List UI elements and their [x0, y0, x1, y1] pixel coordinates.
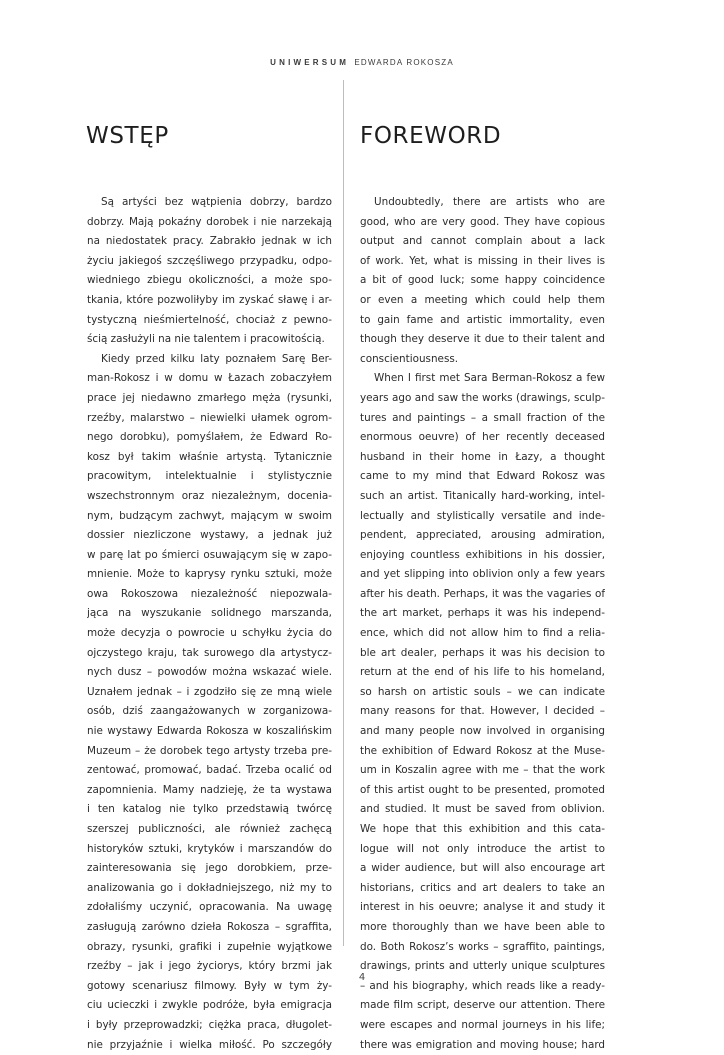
text-line: more thoroughly than we have been able to [360, 920, 605, 933]
text-line: conscientiousness. [360, 352, 459, 365]
text-line: zapomnienia. Mamy nadzieję, że ta wystawa [87, 783, 332, 796]
text-line: mnienie. Może to kaprysy rynku sztuki, może [87, 568, 332, 581]
text-line: prace jej niedawno zmarłego męża (rysunki, [87, 391, 332, 404]
text-line: wiedniego zbiegu okoliczności, a może spo- [87, 274, 332, 287]
text-line: the art market, perhaps it was his independ- [360, 607, 605, 620]
text-line: and yet slipping into oblivion only a few years [360, 568, 605, 581]
text-line: so harsh on artistic souls – we can indicate [360, 685, 605, 698]
text-line: and many people now involved in organising [360, 725, 605, 738]
text-line: wszechstronnym oraz niezależnym, docenia- [87, 489, 332, 502]
text-line: rzeźby, malarstwo – niewielki ułamek ogrom- [87, 411, 332, 424]
text-line: życiu jakiegoś szczęśliwego przypadku, odpo- [87, 254, 332, 267]
text-line: pracowitym, intelektualnie i stylistycznie [87, 470, 332, 483]
text-line: ścią zasłużyli na nie talentem i pracowitością. [87, 333, 325, 346]
text-line: enormous oeuvre) of her recently deceased [360, 431, 605, 444]
header-brand: UNIWERSUM [270, 58, 350, 67]
text-line: historians, critics and art dealers to take an [360, 881, 605, 894]
text-line: nie przyjaźnie i wielka miłość. Po szczegóły [87, 1038, 332, 1051]
text-line: a bit of good luck; some happy coincidence [360, 274, 605, 287]
text-line: after his death. Perhaps, it was the vagaries of [360, 587, 605, 600]
text-line: came to my mind that Edward Rokosz was [360, 470, 605, 483]
text-line: enjoying countless exhibitions in his dossier, [360, 548, 605, 561]
text-line: tures and paintings – a small fraction of the [360, 411, 605, 424]
text-line: zainteresowania się jego dorobkiem, prze- [87, 862, 332, 875]
text-line: tystyczną nieśmiertelność, chociaż z pewno- [87, 313, 332, 326]
running-header [0, 58, 724, 67]
text-line: husband in their home in Łazy, a thought [360, 450, 605, 463]
text-line: obrazy, rysunki, grafiki i zupełnie wyjątkowe [87, 940, 332, 953]
text-line: many reasons for that. However, I decided – [360, 705, 605, 718]
text-line: Są artyści bez wątpienia dobrzy, bardzo [101, 196, 332, 208]
text-line: Undoubtedly, there are artists who are [374, 196, 605, 208]
text-line: of work. Yet, what is missing in their lives is [360, 254, 605, 267]
text-line: man-Rokosz i w domu w Łazach zobaczyłem [87, 372, 332, 385]
page-number: 4 [358, 972, 366, 983]
text-line: rzeźby – jak i jego życiorys, który brzmi jak [87, 960, 332, 973]
text-line: interest in his oeuvre; analyse it and study it [360, 901, 605, 914]
header-subtitle: EDWARDA ROKOSZA [354, 58, 454, 67]
text-line: there was emigration and moving house; hard [360, 1038, 605, 1051]
text-line: – and his biography, which reads like a ready- [360, 979, 605, 992]
text-line: or even a meeting which could help them [360, 293, 605, 306]
text-line: ence, which did not allow him to find a relia- [360, 627, 605, 640]
text-line: ble art dealer, perhaps it was his decision to [360, 646, 605, 659]
text-line: nych dusz – powodów można wskazać wiele. [87, 666, 332, 679]
text-line: kosz był takim właśnie artystą. Tytanicznie [87, 450, 332, 463]
text-line: ojczystego kraju, tak surowego dla artystycz- [87, 646, 332, 659]
text-line: output and cannot complain about a lack [360, 235, 605, 248]
text-line: owa Rokoszowa niezależność niepozwala- [87, 587, 332, 600]
text-line: good, who are very good. They have copious [360, 215, 605, 228]
text-line: na niedostatek pracy. Zabrakło jednak w ich [87, 235, 332, 248]
english-column [360, 193, 605, 1055]
text-line: um in Koszalin agree with me – that the work [360, 764, 605, 777]
text-line: made film script, deserve our attention. There [360, 999, 605, 1012]
text-line: the exhibition of Edward Rokosz at the Muse- [360, 744, 605, 757]
polish-column [87, 193, 332, 1055]
english-title: FOREWORD [360, 123, 502, 149]
text-line: i ten katalog nie tylko przedstawią twórcę [87, 803, 332, 816]
text-line: zdołaliśmy uczynić, opracowania. Na uwagę [87, 901, 332, 914]
text-line: were escapes and normal journeys in his life; [360, 1018, 605, 1031]
text-line: nym, budzącym zachwyt, mającym w swoim [87, 509, 332, 522]
text-line: może decyzja o powrocie u schyłku życia do [87, 627, 332, 640]
text-line: return at the end of his life to his homeland, [360, 666, 605, 679]
text-line: i były przeprowadzki; ciężka praca, długolet- [87, 1018, 332, 1031]
text-line: tkania, które pozwoliłyby im zyskać sławę i ar- [87, 293, 332, 306]
text-line: such an artist. Titanically hard-working, intel- [360, 489, 605, 502]
text-line: zasługują zarówno dzieła Rokosza – sgraffita, [87, 920, 332, 933]
text-line: pendent, appreciated, arousing admiration, [360, 529, 605, 542]
text-line: szerszej publiczności, ale również zachęcą [87, 823, 332, 835]
text-line: logue will not only introduce the artist to [360, 842, 605, 855]
column-divider [343, 80, 344, 946]
text-line: lectually and stylistically versatile and inde- [360, 509, 605, 522]
text-line: Muzeum – że dorobek tego artysty trzeba pre- [87, 744, 332, 757]
polish-title: WSTĘP [86, 123, 169, 149]
text-line: jąca na wyszukanie solidnego marszanda, [87, 607, 332, 620]
text-line: and studied. It must be saved from oblivion. [360, 803, 605, 816]
text-line: ciu ucieczki i zwykle podróże, była emigracja [87, 999, 332, 1012]
text-line: of this artist ought to be presented, promoted [360, 783, 605, 796]
text-line: dossier niezliczone wystawy, a jednak już [87, 529, 332, 542]
text-line: drawings, prints and utterly unique sculptures [360, 960, 605, 973]
text-line: nego dorobku), pomyślałem, że Edward Ro- [87, 431, 332, 444]
text-line: osób, dziś zaangażowanych w zorganizowa- [87, 705, 332, 718]
text-line: though they deserve it due to their talent and [360, 333, 605, 346]
text-line: do. Both Rokosz’s works – sgraffito, paintings, [360, 940, 605, 953]
text-line: Kiedy przed kilku laty poznałem Sarę Ber- [101, 352, 332, 365]
text-line: When I first met Sara Berman-Rokosz a few [374, 372, 605, 385]
text-line: w parę lat po śmierci osuwającym się w zapo- [87, 548, 332, 561]
text-line: zentować, promować, badać. Trzeba ocalić od [87, 764, 332, 777]
text-line: nie wystawy Edwarda Rokosza w koszalińskim [87, 725, 332, 738]
text-line: a wider audience, but will also encourage art [360, 862, 605, 875]
text-line: historyków sztuki, krytyków i marszandów do [87, 842, 332, 855]
text-line: years ago and saw the works (drawings, sculp- [360, 391, 605, 404]
text-line: gotowy scenariusz filmowy. Były w tym ży- [87, 979, 332, 992]
text-line: We hope that this exhibition and this cata- [360, 823, 605, 835]
text-line: to gain fame and artistic immortality, even [360, 313, 605, 326]
text-line: analizowania go i dokładniejszego, niż my to [87, 881, 332, 894]
text-line: dobrzy. Mają pokaźny dorobek i nie narzekają [87, 215, 332, 228]
text-line: Uznałem jednak – i zgodziło się ze mną wiele [87, 685, 332, 698]
